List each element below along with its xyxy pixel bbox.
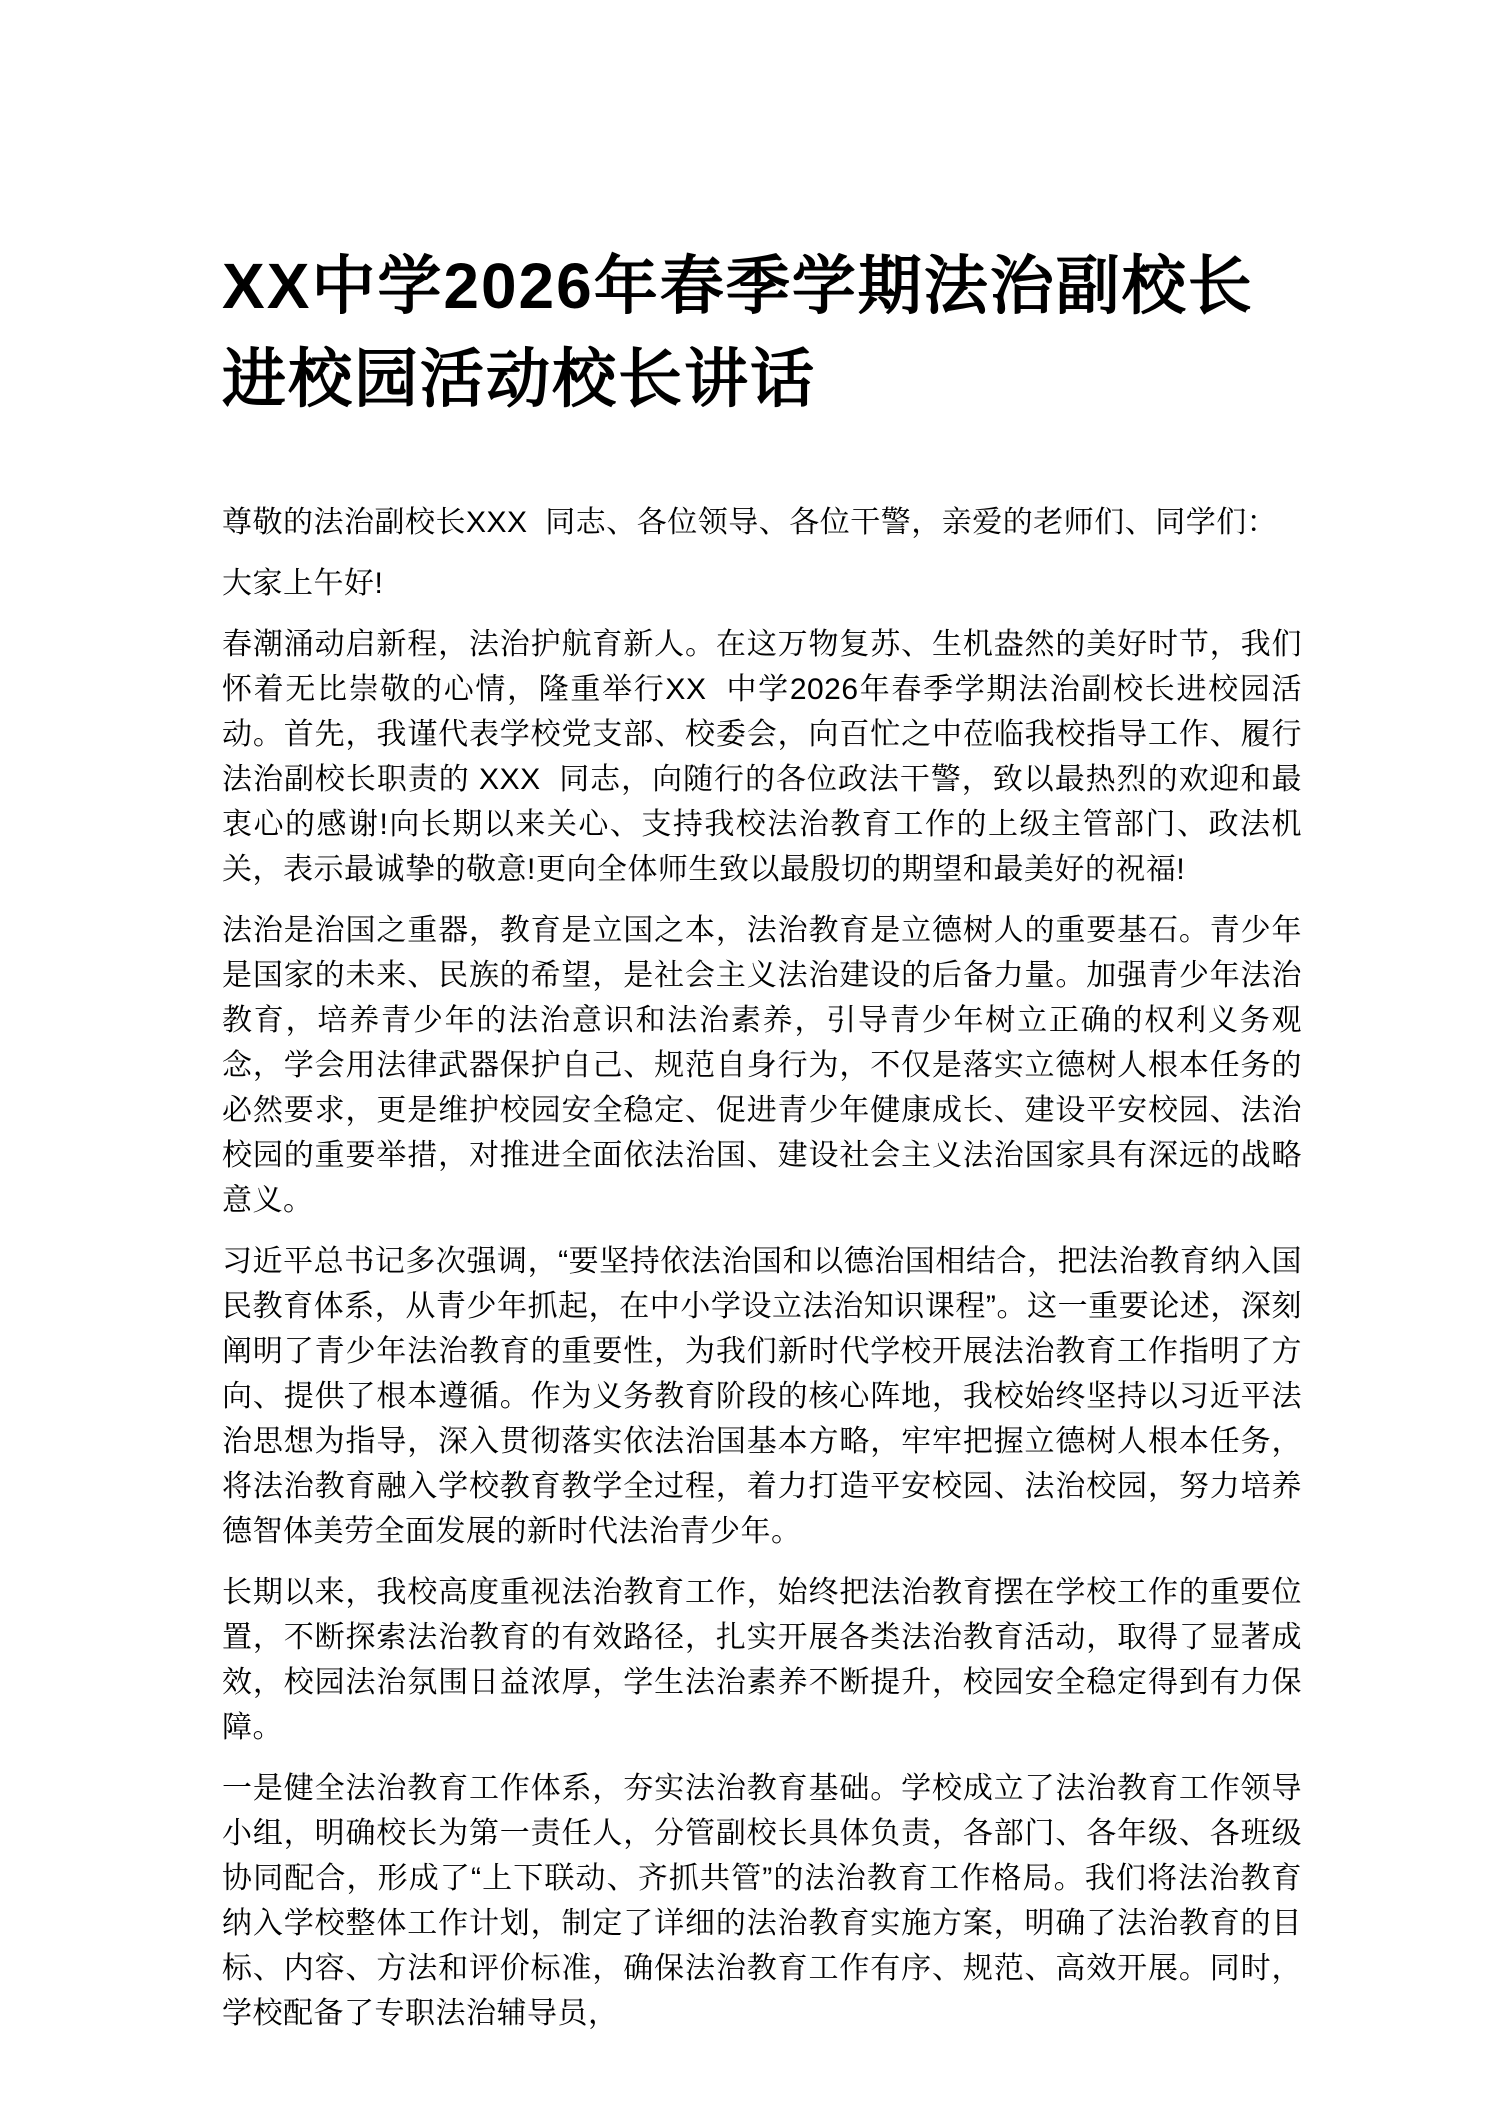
paragraph: 习近平总书记多次强调，“要坚持依法治国和以德治国相结合，把法治教育纳入国民教育体系，从青少年抓起，在中小学设立法治知识课程”。这一重要论述，深刻阐明了青少年法治教育的重要性，为我们新时代学校开展法治教育工作指明了方向、提供了根本遵循。作为义务教育阶段的核心阵地，我校始终坚持以习近平法治思想为指导，深入贯彻落实依法治国基本方略，牢牢把握立德树人根本任务，将法治教育融入学校教育教学全过程，着力打造平安校园、法治校园，努力培养德智体美劳全面发展的新时代法治青少年。 bbox=[222, 1245, 1302, 1548]
paragraph-list bbox=[222, 500, 1302, 2036]
paragraph: 法治是治国之重器，教育是立国之本，法治教育是立德树人的重要基石。青少年是国家的未来、民族的希望，是社会主义法治建设的后备力量。加强青少年法治教育，培养青少年的法治意识和法治素养，引导青少年树立正确的权利义务观念，学会用法律武器保护自己、规范自身行为，不仅是落实立德树人根本任务的必然要求，更是维护校园安全稳定、促进青少年健康成长、建设平安校园、法治校园的重要举措，对推进全面依法治国、建设社会主义法治国家具有深远的战略意义。 bbox=[222, 914, 1302, 1217]
paragraph: 一是健全法治教育工作体系，夯实法治教育基础。学校成立了法治教育工作领导小组，明确校长为第一责任人，分管副校长具体负责，各部门、各年级、各班级协同配合，形成了“上下联动、齐抓共管”的法治教育工作格局。我们将法治教育纳入学校整体工作计划，制定了详细的法治教育实施方案，明确了法治教育的目标、内容、方法和评价标准，确保法治教育工作有序、规范、高效开展。同时，学校配备了专职法治辅导员， bbox=[222, 1772, 1302, 2030]
document-title: XX中学2026年春季学期法治副校长进校园活动校长讲话 bbox=[222, 250, 1254, 415]
paragraph: 尊敬的法治副校长XXX 同志、各位领导、各位干警，亲爱的老师们、同学们： bbox=[222, 506, 1278, 539]
paragraph: 长期以来，我校高度重视法治教育工作，始终把法治教育摆在学校工作的重要位置，不断探索法治教育的有效路径，扎实开展各类法治教育活动，取得了显著成效，校园法治氛围日益浓厚，学生法治素养不断提升，校园安全稳定得到有力保障。 bbox=[222, 1576, 1302, 1744]
paragraph: 春潮涌动启新程，法治护航育新人。在这万物复苏、生机盎然的美好时节，我们怀着无比崇敬的心情，隆重举行XX 中学2026年春季学期法治副校长进校园活动。首先，我谨代表学校党支部、校委会，向百忙之中莅临我校指导工作、履行法治副校长职责的 XXX 同志，向随行的各位政法干警，致以最热烈的欢迎和最衷心的感谢!向长期以来关心、支持我校法治教育工作的上级主管部门、政法机关，表示最诚挚的敬意!更向全体师生致以最殷切的期望和最美好的祝福! bbox=[222, 628, 1302, 886]
paragraph: 大家上午好! bbox=[222, 567, 384, 600]
